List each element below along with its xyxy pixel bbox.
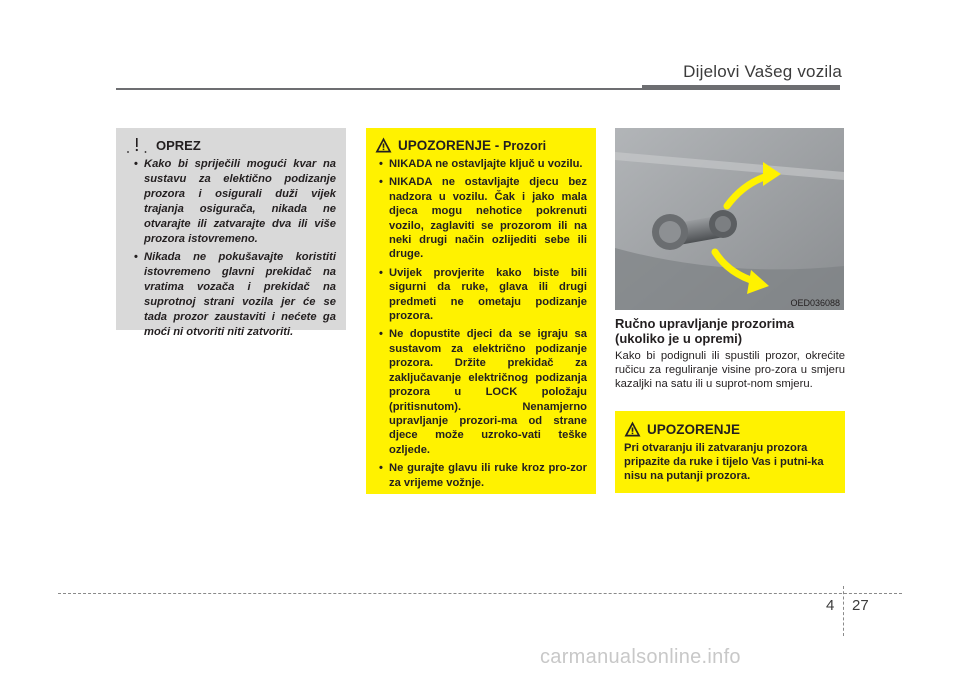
warning-item: • Uvijek provjerite kako biste bili sigurni da ruke, glava ili drugi predmeti ne ometaju podizanje prozora. xyxy=(375,266,587,324)
page-number: 27 xyxy=(852,597,869,614)
section-title: Ručno upravljanje prozorima (ukoliko je u opremi) xyxy=(615,316,795,346)
section-number: 4 xyxy=(826,597,835,614)
warning-box-2 xyxy=(615,411,845,493)
warning-item: • NIKADA ne ostavljajte ključ u vozilu. xyxy=(375,157,587,171)
caution-item: • Nikada ne pokušavajte koristiti istovremeno glavni prekidač na vratima vozača i prekidač na suprotnoj strani vozila jer će se tada prozor zaustaviti i nećete ga moći ni otvoriti niti zatvoriti. xyxy=(126,250,336,340)
warning-title-main: UPOZORENJE - xyxy=(398,137,504,153)
section-body: Kako bi podignuli ili spustili prozor, okrećite ručicu za reguliranje visine pro-zora u smjeru kazaljki na satu ili u suprot-nom smjeru. xyxy=(615,350,845,391)
warning-box xyxy=(366,128,596,494)
warning2-header xyxy=(624,421,837,437)
warning-title xyxy=(398,138,546,153)
warning-triangle-icon xyxy=(375,137,392,153)
warning-title-sub: Prozori xyxy=(503,138,547,153)
warning-header xyxy=(375,137,587,153)
header-rule-accent xyxy=(642,85,840,90)
footer-rule xyxy=(58,593,902,594)
warning-item: • NIKADA ne ostavljajte djecu bez nadzora u vozilu. Čak i jako mala djeca mogu nehotice pokrenuti vozilo, zaglaviti se prozorom ili na neki drugi način ozlijediti sebe ili druge. xyxy=(375,175,587,261)
warning2-title: UPOZORENJE xyxy=(647,421,741,437)
figure-code: OED036088 xyxy=(790,298,840,308)
caution-header xyxy=(126,136,336,154)
warning-list xyxy=(375,157,587,490)
footer-divider xyxy=(843,586,844,636)
watermark: carmanualsonline.info xyxy=(540,646,741,668)
caution-item: • Kako bi spriječili mogući kvar na sustavu za elektično podizanje prozora i osigurali duži vijek trajanja osigurača, nikada ne otvarajte ili zatvarajte dva ili više prozora istovremeno. xyxy=(126,157,336,247)
caution-title: OPREZ xyxy=(156,137,201,153)
warning-triangle-icon xyxy=(624,421,641,437)
warning-item: • Ne dopustite djeci da se igraju sa sustavom za električno podizanje prozora. Držite prekidač za zaključavanje električnog podizanja prozora u LOCK položaju (pritisnutom). Nenamjerno upravljanje prozori-ma od strane djece može uzroko-vati teške ozljede. xyxy=(375,327,587,457)
warning2-text: Pri otvaranju ili zatvaranju prozora pripazite da ruke i tijelo Vas i putni-ka nisu na putanji prozora. xyxy=(624,442,824,482)
caution-box xyxy=(116,128,346,338)
warning-item: • Ne gurajte glavu ili ruke kroz pro-zor za vrijeme vožnje. xyxy=(375,461,587,490)
caution-list xyxy=(126,157,336,340)
caution-exclamation-icon xyxy=(126,136,148,154)
window-crank-photo xyxy=(615,128,844,310)
page-header-title: Dijelovi Vašeg vozila xyxy=(683,62,842,81)
